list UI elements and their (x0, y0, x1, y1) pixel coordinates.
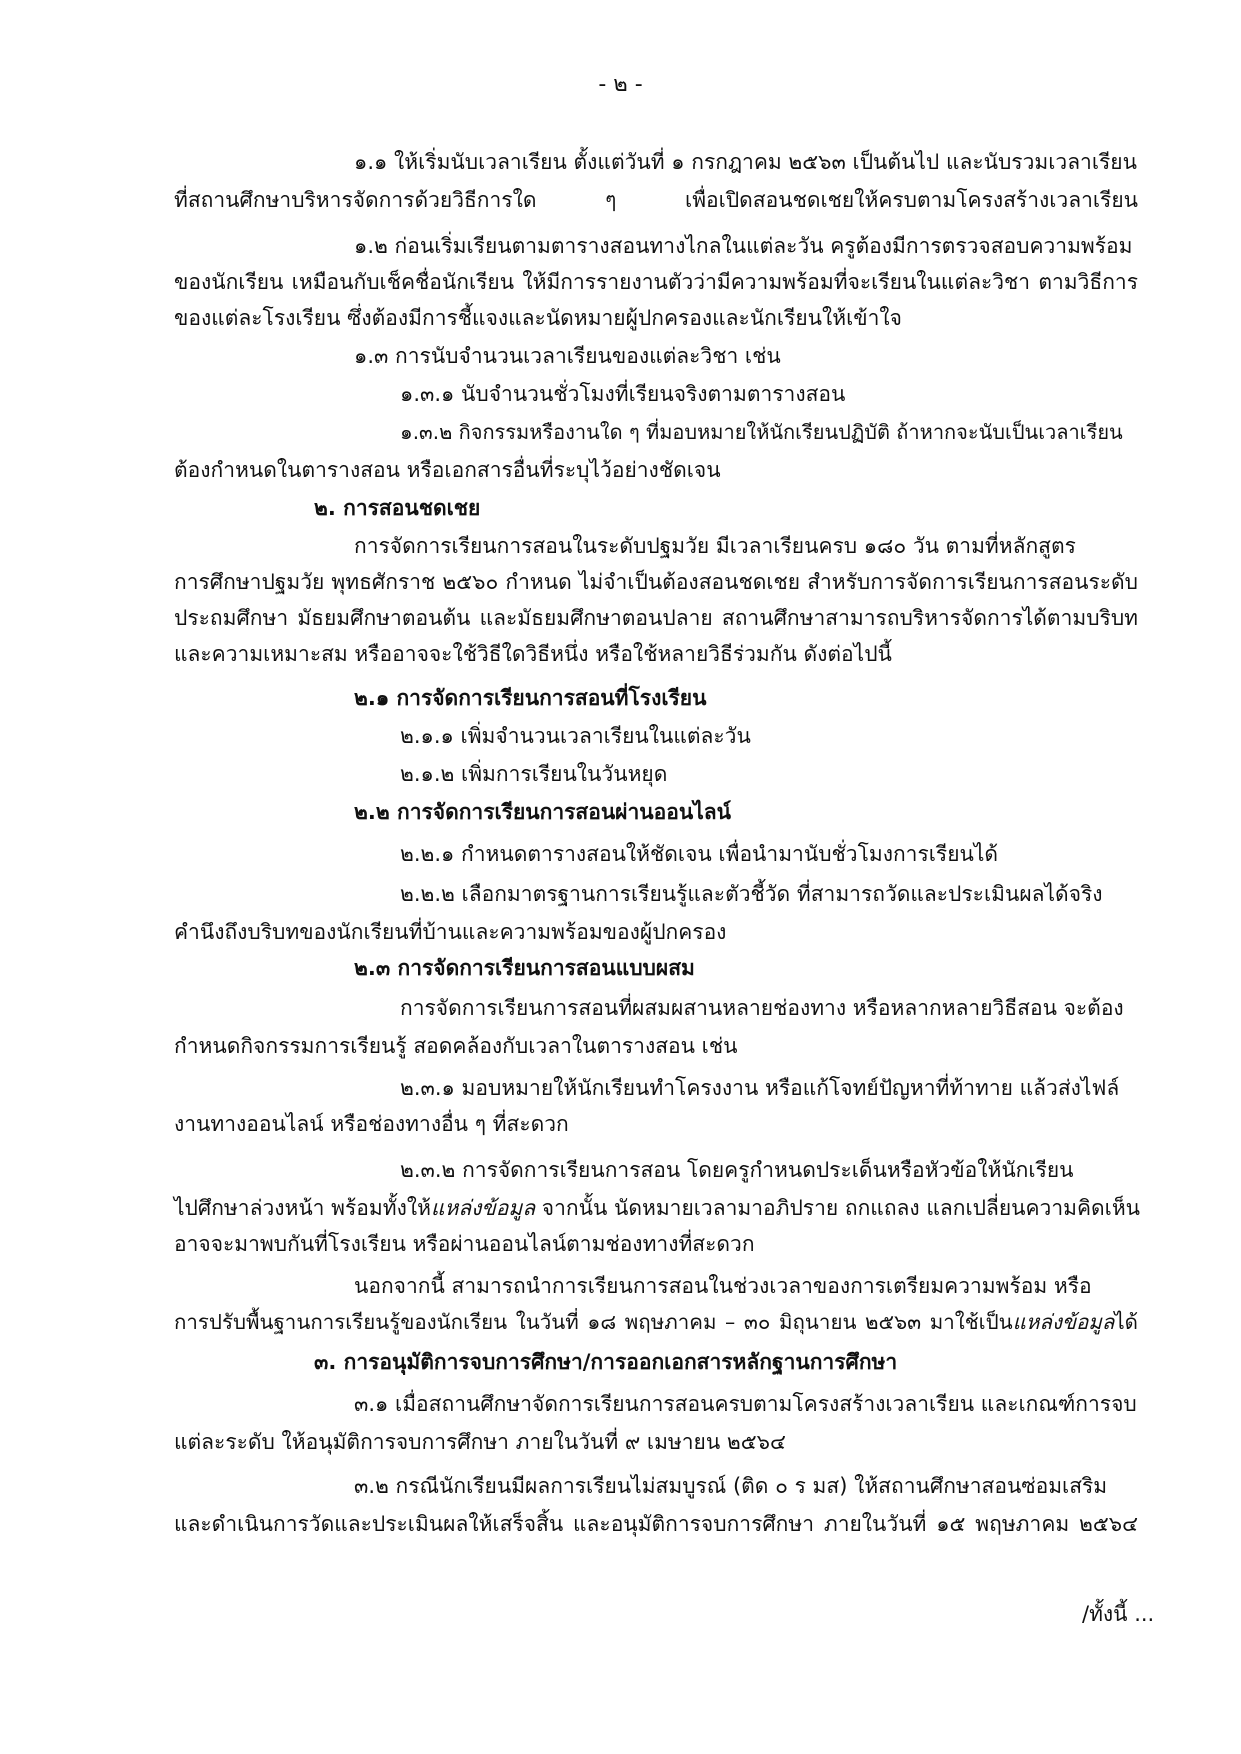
paragraph-line: ของแต่ละโรงเรียน ซึ่งต้องมีการชี้แจงและนัดหมายผู้ปกครองและนักเรียนให้เข้าใจ (174, 306, 902, 330)
page-continuation: /ทั้งนี้ ... (1082, 1602, 1155, 1626)
paragraph-line: ๑.๓ การนับจำนวนเวลาเรียนของแต่ละวิชา เช่น (354, 344, 781, 368)
paragraph-line: อาจจะมาพบกันที่โรงเรียน หรือผ่านออนไลน์ตามช่องทางที่สะดวก (174, 1232, 755, 1256)
paragraph-line: การจัดการเรียนการสอนในระดับปฐมวัย มีเวลาเรียนครบ ๑๘๐ วัน ตามที่หลักสูตร (354, 534, 1076, 558)
subsection-heading: ๒.๓ การจัดการเรียนการสอนแบบผสม (354, 956, 695, 980)
paragraph-line: ๓.๒ กรณีนักเรียนมีผลการเรียนไม่สมบูรณ์ (ติด ๐ ร มส) ให้สถานศึกษาสอนซ่อมเสริม (354, 1474, 1108, 1498)
paragraph-line: ๑.๓.๒ กิจกรรมหรืองานใด ๆ ที่มอบหมายให้นักเรียนปฏิบัติ ถ้าหากจะนับเป็นเวลาเรียน (400, 420, 1123, 444)
paragraph-line (174, 1194, 1141, 1222)
paragraph-line: งานทางออนไลน์ หรือช่องทางอื่น ๆ ที่สะดวก (174, 1112, 569, 1136)
paragraph-line: ๒.๑.๒ เพิ่มการเรียนในวันหยุด (400, 762, 668, 786)
text-run: จากนั้น นัดหมายเวลามาอภิปราย ถกแถลง แลกเปลี่ยนความคิดเห็น (535, 1196, 1141, 1220)
paragraph-line: ของนักเรียน เหมือนกับเช็คชื่อนักเรียน ให้มีการรายงานตัวว่ามีความพร้อมที่จะเรียนในแต่ละวิชา ตามวิธีการ (174, 270, 1138, 294)
text-run: ได้ (1114, 1310, 1138, 1334)
emphasis-text: แหล่งข้อมูล (1012, 1310, 1115, 1334)
paragraph-line: ๑.๑ ให้เริ่มนับเวลาเรียน ตั้งแต่วันที่ ๑ กรกฎาคม ๒๕๖๓ เป็นต้นไป และนับรวมเวลาเรียน (354, 150, 1137, 174)
paragraph-line: ๑.๒ ก่อนเริ่มเรียนตามตารางสอนทางไกลในแต่ละวัน ครูต้องมีการตรวจสอบความพร้อม (354, 234, 1133, 258)
paragraph-line: ๒.๑.๑ เพิ่มจำนวนเวลาเรียนในแต่ละวัน (400, 724, 751, 748)
paragraph-line: ที่สถานศึกษาบริหารจัดการด้วยวิธีการใด ๆ เพื่อเปิดสอนชดเชยให้ครบตามโครงสร้างเวลาเรียน (174, 188, 1138, 212)
text-run: การปรับพื้นฐานการเรียนรู้ของนักเรียน ในวันที่ ๑๘ พฤษภาคม – ๓๐ มิถุนายน ๒๕๖๓ มาใช้เป็น (174, 1310, 1013, 1334)
paragraph-line: การศึกษาปฐมวัย พุทธศักราช ๒๕๖๐ กำหนด ไม่จำเป็นต้องสอนชดเชย สำหรับการจัดการเรียนการสอนระดับ (174, 570, 1138, 594)
paragraph-line: ๒.๓.๒ การจัดการเรียนการสอน โดยครูกำหนดประเด็นหรือหัวข้อให้นักเรียน (400, 1158, 1074, 1182)
section-heading: ๒. การสอนชดเชย (314, 496, 481, 520)
paragraph-line: ๒.๓.๑ มอบหมายให้นักเรียนทำโครงงาน หรือแก้โจทย์ปัญหาที่ท้าทาย แล้วส่งไฟล์ (400, 1076, 1120, 1100)
subsection-heading: ๒.๑ การจัดการเรียนการสอนที่โรงเรียน (354, 686, 707, 710)
paragraph-line: และความเหมาะสม หรืออาจจะใช้วิธีใดวิธีหนึ่ง หรือใช้หลายวิธีร่วมกัน ดังต่อไปนี้ (174, 642, 892, 666)
paragraph-line: และดำเนินการวัดและประเมินผลให้เสร็จสิ้น และอนุมัติการจบการศึกษา ภายในวันที่ ๑๕ พฤษภาคม ๒๕๖๔ (174, 1512, 1138, 1536)
paragraph-line: ๓.๑ เมื่อสถานศึกษาจัดการเรียนการสอนครบตามโครงสร้างเวลาเรียน และเกณฑ์การจบ (354, 1392, 1137, 1416)
subsection-heading: ๒.๒ การจัดการเรียนการสอนผ่านออนไลน์ (354, 800, 731, 824)
text-run: ไปศึกษาล่วงหน้า พร้อมทั้งให้ (174, 1196, 431, 1220)
paragraph-line: ประถมศึกษา มัธยมศึกษาตอนต้น และมัธยมศึกษาตอนปลาย สถานศึกษาสามารถบริหารจัดการได้ตามบริบท (174, 606, 1138, 630)
paragraph-line: ๑.๓.๑ นับจำนวนชั่วโมงที่เรียนจริงตามตารางสอน (400, 382, 846, 406)
section-heading: ๓. การอนุมัติการจบการศึกษา/การออกเอกสารหลักฐานการศึกษา (314, 1350, 898, 1374)
paragraph-line: คำนึงถึงบริบทของนักเรียนที่บ้านและความพร้อมของผู้ปกครอง (174, 920, 727, 944)
page-number: - ๒ - (598, 72, 643, 97)
paragraph-line: ต้องกำหนดในตารางสอน หรือเอกสารอื่นที่ระบุไว้อย่างชัดเจน (174, 458, 721, 482)
emphasis-text: แหล่งข้อมูล (430, 1196, 536, 1220)
paragraph-line: แต่ละระดับ ให้อนุมัติการจบการศึกษา ภายในวันที่ ๙ เมษายน ๒๕๖๔ (174, 1430, 786, 1454)
paragraph-line: กำหนดกิจกรรมการเรียนรู้ สอดคล้องกับเวลาในตารางสอน เช่น (174, 1034, 738, 1058)
paragraph-line: นอกจากนี้ สามารถนำการเรียนการสอนในช่วงเวลาของการเตรียมความพร้อม หรือ (354, 1274, 1092, 1298)
paragraph-line: ๒.๒.๑ กำหนดตารางสอนให้ชัดเจน เพื่อนำมานับชั่วโมงการเรียนได้ (400, 842, 999, 866)
paragraph-line (174, 1308, 1138, 1336)
paragraph-line: ๒.๒.๒ เลือกมาตรฐานการเรียนรู้และตัวชี้วัด ที่สามารถวัดและประเมินผลได้จริง (400, 882, 1103, 906)
paragraph-line: การจัดการเรียนการสอนที่ผสมผสานหลายช่องทาง หรือหลากหลายวิธีสอน จะต้อง (400, 996, 1124, 1020)
